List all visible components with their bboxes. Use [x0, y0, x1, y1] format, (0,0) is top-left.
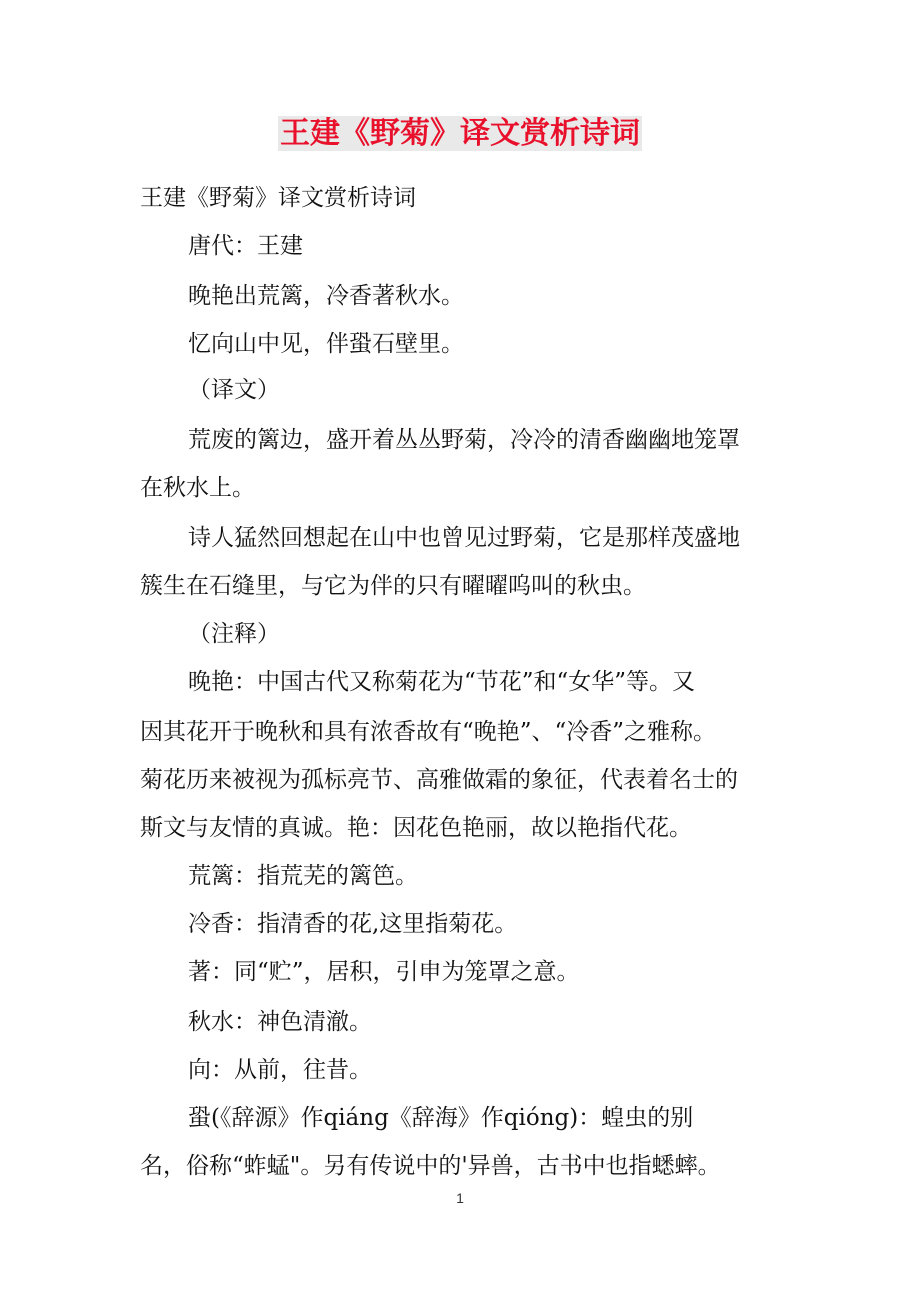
- text-line: 诗人猛然回想起在山中也曾见过野菊，它是那样茂盛地: [188, 525, 740, 551]
- title-text: 王建《野菊》译文赏析诗词: [280, 116, 640, 151]
- text-line: 荒废的篱边，盛开着丛丛野菊，冷冷的清香幽幽地笼罩: [188, 427, 740, 453]
- text-line: 蛩(《辞源》作qiáng《辞海》作qióng)：蝗虫的别: [188, 1105, 694, 1131]
- text-line: 向：从前，往昔。: [188, 1057, 372, 1083]
- text-line: 在秋水上。: [140, 475, 255, 501]
- text-line: 簇生在石缝里，与它为伴的只有曜曜呜叫的秋虫。: [140, 573, 646, 599]
- page-number: 1: [456, 1190, 464, 1206]
- text-line: 唐代：王建: [188, 233, 303, 259]
- text-line: 王建《野菊》译文赏析诗词: [140, 185, 416, 211]
- text-line: 忆向山中见，伴蛩石壁里。: [188, 331, 464, 357]
- text-line: 晚艳：中国古代又称菊花为“节花”和“女华”等。又: [188, 669, 696, 695]
- text-line: 冷香：指清香的花,这里指菊花。: [188, 911, 518, 937]
- text-line: 因其花开于晚秋和具有浓香故有“晚艳”、“冷香”之雅称。: [140, 719, 717, 745]
- text-line: 菊花历来被视为孤标亮节、高雅做霜的象征，代表着名士的: [140, 767, 738, 793]
- text-line: （注释）: [188, 621, 280, 647]
- text-line: 晚艳出荒篱，冷香著秋水。: [188, 283, 464, 309]
- document-title: [0, 112, 920, 156]
- text-line: 著：同“贮”，居积，引申为笼罩之意。: [188, 959, 580, 985]
- text-line: 秋水：神色清澈。: [188, 1009, 372, 1035]
- text-line: 名，俗称“蚱蜢"。另有传说中的'异兽，古书中也指蟋蟀。: [140, 1153, 721, 1179]
- text-line: 荒篱：指荒芜的篱笆。: [188, 863, 418, 889]
- text-line: （译文）: [188, 377, 280, 403]
- text-line: 斯文与友情的真诚。艳：因花色艳丽，故以艳指代花。: [140, 815, 692, 841]
